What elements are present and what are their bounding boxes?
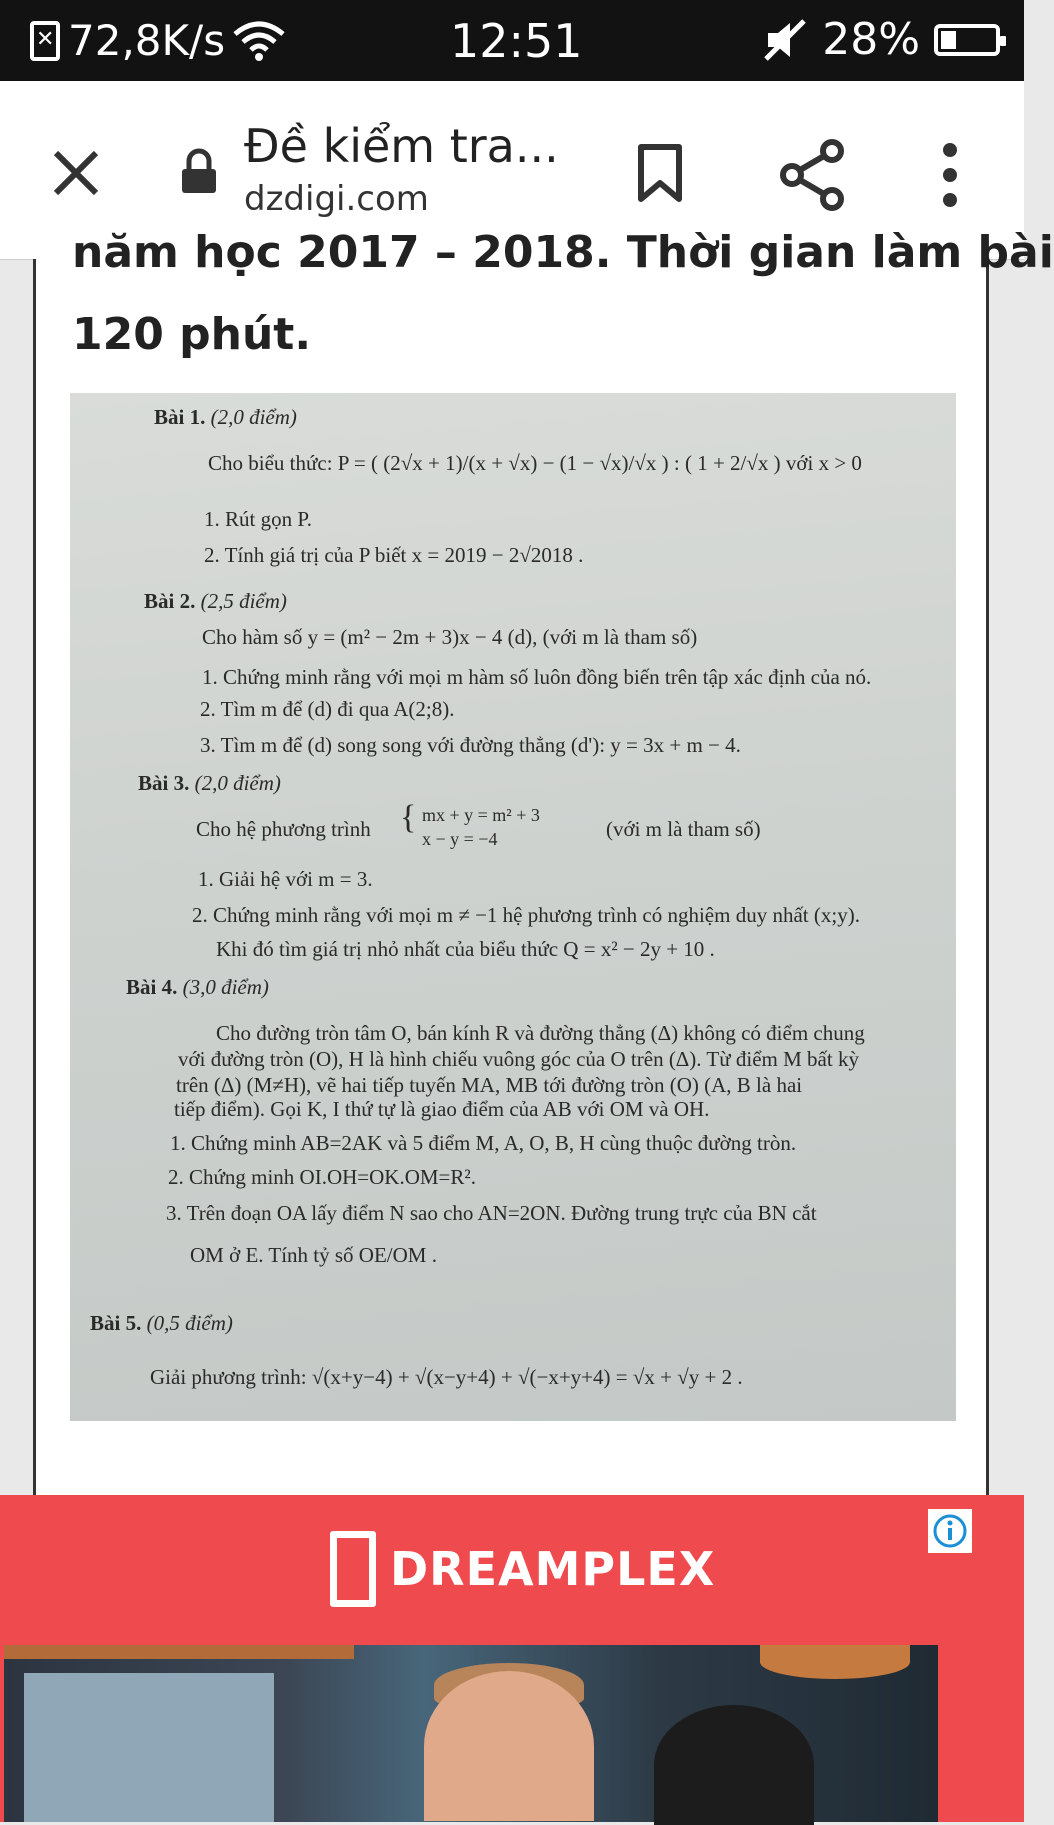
bai3-question-1: 1. Giải hệ với m = 3. [198,867,373,891]
bai4-question-3: 3. Trên đoạn OA lấy điểm N sao cho AN=2ON. Đường trung trực của BN cắt [166,1201,817,1225]
bai2-heading: Bài 2. (2,5 điểm) [144,589,287,613]
bai3-equation-1: mx + y = m² + 3 [422,805,540,825]
page-info[interactable] [244,119,574,219]
dreamplex-logo-icon [330,1531,376,1607]
header-line-cut: năm học 2017 – 2018. Thời gian làm bài [72,227,1054,278]
bai3-heading: Bài 3. (2,0 điểm) [138,771,281,795]
bai4-para-1: Cho đường tròn tâm O, bán kính R và đường thẳng (Δ) không có điểm chung [216,1021,865,1045]
bai2-expression: Cho hàm số y = (m² − 2m + 3)x − 4 (d), (với m là tham số) [202,625,698,649]
page-domain: dzdigi.com [244,179,429,219]
bai3-intro: Cho hệ phương trình [196,817,371,841]
close-button[interactable] [40,137,112,209]
share-button[interactable] [778,135,848,215]
wifi-icon [233,20,285,62]
bai4-question-1: 1. Chứng minh AB=2AK và 5 điểm M, A, O, B, H cùng thuộc đường tròn. [170,1131,797,1155]
bai4-para-4: tiếp điểm). Gọi K, I thứ tự là giao điểm của AB với OM và OH. [174,1097,710,1121]
bai4-para-2: với đường tròn (O), H là hình chiếu vuông góc của O trên (Δ). Từ điểm M bất kỳ [178,1047,859,1071]
bai4-heading: Bài 4. (3,0 điểm) [126,975,269,999]
battery-icon [934,24,1000,56]
bookmark-icon [637,143,683,203]
bai3-question-2: 2. Chứng minh rằng với mọi m ≠ −1 hệ phương trình có nghiệm duy nhất (x;y). [192,903,860,927]
more-menu-button[interactable] [930,133,970,217]
bai2-question-1: 1. Chứng minh rằng với mọi m hàm số luôn đồng biến trên tập xác định của nó. [202,665,872,689]
bai3-brace: { [400,799,417,836]
ad-photo [4,1645,938,1822]
ad-brand-name: DREAMPLEX [390,1542,716,1596]
ad-logo [330,1531,715,1607]
bai1-question-2: 2. Tính giá trị của P biết x = 2019 − 2√2018 . [204,543,584,567]
ad-info-button[interactable] [928,1509,972,1553]
sd-card-icon: ✕ [30,21,60,61]
info-icon [932,1513,968,1549]
bai5-expression: Giải phương trình: √(x+y−4) + √(x−y+4) + √(−x+y+4) = √x + √y + 2 . [150,1365,743,1389]
article-card [33,227,1054,1495]
close-icon [51,148,101,198]
header-line-time: 120 phút. [72,309,312,360]
bookmark-button[interactable] [630,133,690,213]
clock: 12:51 [450,14,583,68]
bai3-equation-2: x − y = −4 [422,829,498,849]
bai3-question-2b: Khi đó tìm giá trị nhỏ nhất của biểu thức Q = x² − 2y + 10 . [216,937,715,961]
page-title: Đề kiểm tra... [244,119,559,173]
bai1-expression: Cho biểu thức: P = ( (2√x + 1)/(x + √x) − (1 − √x)/√x ) : ( 1 + 2/√x ) với x > 0 [208,451,862,475]
bai5-heading: Bài 5. (0,5 điểm) [90,1311,233,1335]
bai4-para-3: trên (Δ) (M≠H), vẽ hai tiếp tuyến MA, MB tới đường tròn (O) (A, B là hai [176,1073,803,1097]
mute-icon [762,17,808,63]
bai2-question-3: 3. Tìm m để (d) song song với đường thẳng (d'): y = 3x + m − 4. [200,733,741,757]
advertisement[interactable] [0,1495,1024,1822]
status-bar [0,0,1024,81]
bai1-question-1: 1. Rút gọn P. [204,507,312,531]
bai4-question-3b: OM ở E. Tính tỷ số OE/OM . [190,1243,437,1267]
bai2-question-2: 2. Tìm m để (d) đi qua A(2;8). [200,697,455,721]
bai1-heading: Bài 1. (2,0 điểm) [154,405,297,429]
lock-icon[interactable] [176,143,222,201]
share-icon [780,139,846,211]
more-vert-icon [940,140,960,210]
network-speed: 72,8K/s [68,16,226,65]
bai4-question-2: 2. Chứng minh OI.OH=OK.OM=R². [168,1165,476,1189]
battery-percent: 28% [822,14,920,65]
bai3-note: (với m là tham số) [606,817,761,841]
exam-image[interactable] [70,393,956,1421]
